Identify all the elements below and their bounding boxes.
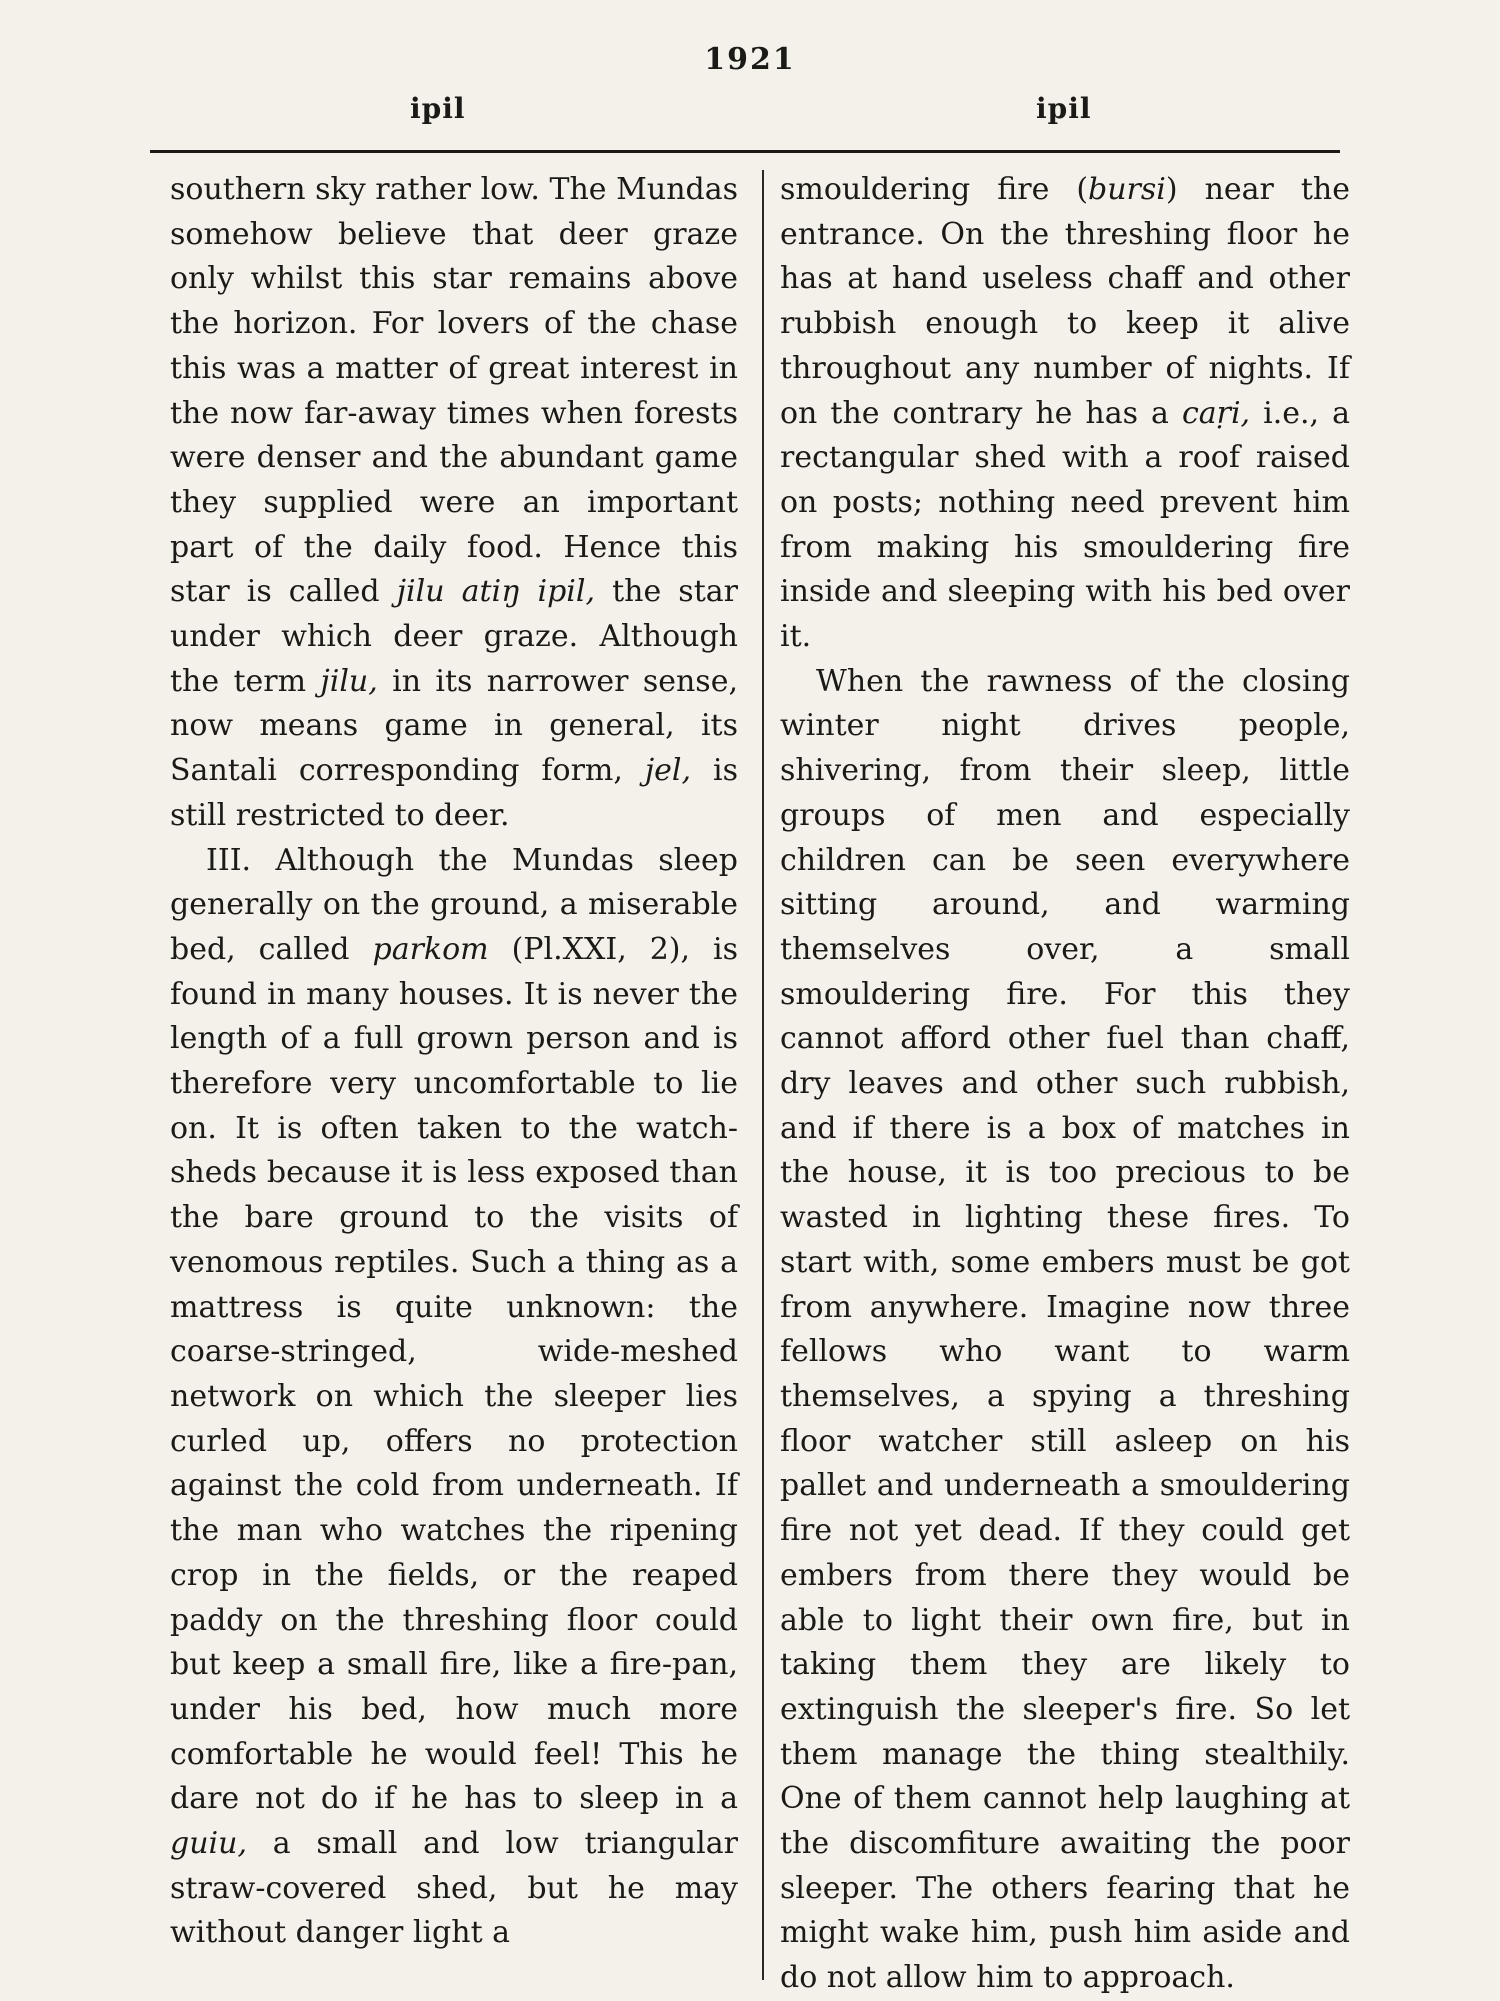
vernacular-term: parkom bbox=[372, 931, 489, 967]
page-number: 1921 bbox=[704, 42, 796, 77]
right-column bbox=[780, 168, 1350, 2001]
text-run: i.e., a rectangular shed with a roof raised on posts; nothing need prevent him from making his smouldering fire inside and sleeping with his bed over it. bbox=[780, 395, 1350, 655]
right-paragraph-1 bbox=[780, 168, 1350, 660]
text-run: is still restricted to deer. bbox=[170, 753, 738, 833]
text-run: (Pl.XXI, 2), is found in many houses. It is never the length of a full grown person and is therefore very uncomfortable to lie on. It is often taken to the watch-sheds because it is less exposed than the bare ground to the visits of venomous reptiles. Such a thing as a mattress is quite unknown: the coarse-stringed, wide-meshed network on which the sleeper lies curled up, offers no protection against the cold from underneath. If the man who watches the ripening crop in the fields, or the reaped paddy on the threshing floor could but keep a small fire, like a fire-pan, under his bed, how much more comfortable he would feel! This he dare not do if he has to sleep in a bbox=[170, 931, 738, 1817]
vernacular-term: bursi bbox=[1088, 172, 1166, 207]
running-head-right: ipil bbox=[1036, 92, 1092, 125]
left-paragraph-1 bbox=[170, 168, 738, 839]
text-run: in its narrower sense, now means game in general, its Santali corresponding form, bbox=[170, 663, 738, 789]
header-rule bbox=[150, 150, 1340, 153]
left-column bbox=[170, 168, 738, 1956]
vernacular-term: caṛi, bbox=[1181, 395, 1251, 431]
left-paragraph-2 bbox=[170, 839, 738, 1957]
vernacular-term: guiu, bbox=[170, 1826, 247, 1862]
text-run: a small and low triangular straw-covered shed, but he may without danger light a bbox=[170, 1826, 738, 1951]
vernacular-term: jilu atiŋ ipil, bbox=[396, 574, 596, 610]
right-paragraph-2: When the rawness of the closing winter night drives people, shivering, from their sleep, little groups of men and especially children can be seen everywhere sitting around, and warming themselves over, a small smouldering fire. For this they cannot afford other fuel than chaff, dry leaves and other such rubbish, and if there is a box of matches in the house, it is too precious to be wasted in lighting these fires. To start with, some embers must be got from anywhere. Imagine now three fellows who want to warm themselves, a spying a threshing floor watcher still asleep on his pallet and underneath a smouldering fire not yet dead. If they could get embers from there they would be able to light their own fire, but in taking them they are likely to extinguish the sleeper's fire. So let them manage the thing stealthily. One of them cannot help laughing at the discomfiture awaiting the poor sleeper. The others fearing that he might wake him, push him aside and do not allow him to approach. bbox=[780, 663, 1350, 1996]
text-run: the star under which deer graze. Although the term bbox=[170, 574, 738, 699]
vernacular-term: jel, bbox=[644, 753, 692, 789]
text-run: southern sky rather low. The Mundas somehow believe that deer graze only whilst this star remains above the horizon. For lovers of the chase this was a matter of great interest in the now far-away times when forests were denser and the abundant game they supplied were an important part of the daily food. Hence this star is called bbox=[170, 172, 738, 610]
vernacular-term: jilu, bbox=[320, 663, 378, 699]
text-run: ) near the entrance. On the threshing floor he has at hand useless chaff and other rubbish enough to keep it alive throughout any number of nights. If on the contrary he has a bbox=[780, 172, 1350, 431]
running-head-left: ipil bbox=[410, 92, 466, 125]
column-divider bbox=[762, 170, 764, 1980]
text-run: smouldering fire ( bbox=[780, 172, 1089, 207]
text-run: III. Although the Mundas sleep generally on the ground, a miserable bed, called bbox=[170, 842, 738, 967]
